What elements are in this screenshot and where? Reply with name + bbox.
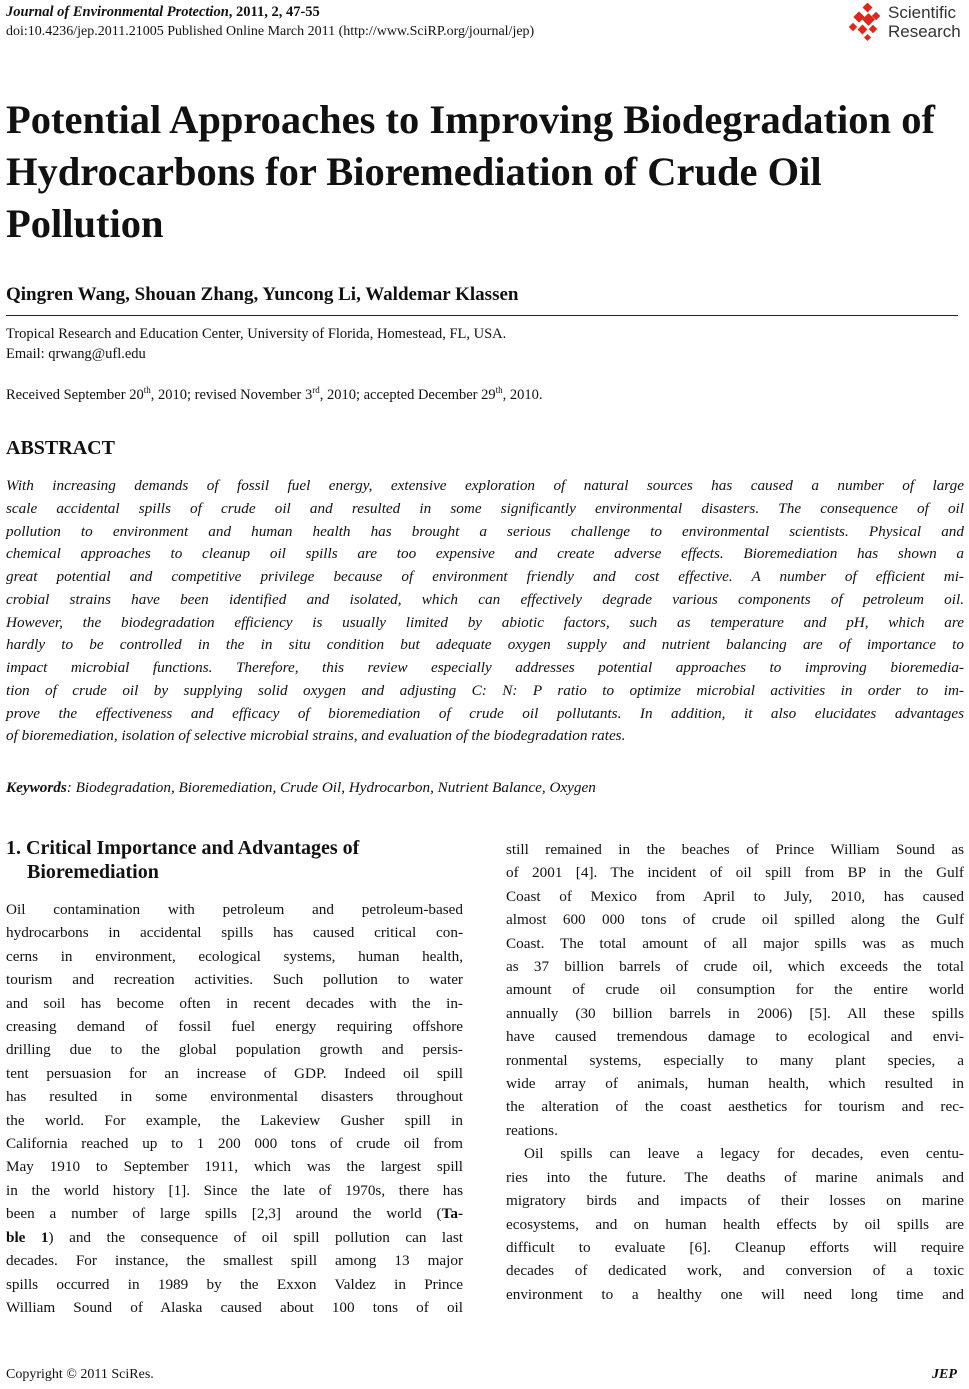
body-line: annually (30 billion barrels in 2006) [5]. All these spills (506, 1004, 964, 1022)
body-line: cerns in environment, ecological systems, human health, (6, 947, 463, 965)
abstract-line: great potential and competitive privilege because of environment friendly and cost effective. A number of efficient mi- (6, 568, 964, 585)
body-line: Coast. The total amount of all major spills was as much (506, 934, 964, 952)
logo-text (888, 3, 961, 41)
body-line: almost 600 000 tons of crude oil spilled along the Gulf (506, 911, 964, 929)
abstract-line: hardly to be controlled in the in situ condition but adequate oxygen supply and nutrient balancing are of importance to (6, 636, 964, 654)
body-line: wide array of animals, human health, which resulted in (506, 1075, 964, 1093)
logo-mark-icon (846, 3, 886, 45)
keywords (6, 778, 596, 798)
paper-title: Potential Approaches to Improving Biodegradation of Hydrocarbons for Bioremediation of Crude Oil Pollution (6, 97, 935, 246)
revised-suffix: rd (312, 385, 320, 395)
section-heading-line-1: 1. Critical Importance and Advantages of (6, 837, 360, 859)
body-line: as 37 billion barrels of crude oil, which exceeds the total (506, 958, 964, 976)
footer-journal-abbr: JEP (932, 1367, 957, 1382)
body-line: spills occurred in 1989 by the Exxon Valdez in Prince (6, 1275, 463, 1293)
abstract-line: pollution to environment and human health has brought a serious challenge to environmental scientists. Physical and (6, 522, 964, 540)
body-line: tourism and recreation activities. Such pollution to water (6, 971, 463, 989)
body-line: reations. (506, 1121, 558, 1139)
body-line: Oil contamination with petroleum and petroleum-based (6, 901, 463, 918)
keywords-label: Keywords (6, 779, 67, 796)
body-line: tent persuasion for an increase of GDP. Indeed oil spill (6, 1064, 463, 1082)
body-line: of 2001 [4]. The incident of oil spill from BP in the Gulf (506, 864, 964, 882)
author-list: Qingren Wang, Shouan Zhang, Yuncong Li, Waldemar Klassen (6, 284, 519, 305)
author-email[interactable]: Email: qrwang@ufl.edu (6, 346, 146, 362)
body-line: amount of crude oil consumption for the entire world (506, 981, 964, 999)
table-1-link[interactable]: Ta- (441, 1205, 463, 1223)
abstract-line: However, the biodegradation efficiency is usually limited by abiotic factors, such as temperature and pH, which are (6, 613, 964, 631)
body-line: still remained in the beaches of Prince William Sound as (506, 841, 964, 858)
doi-line: doi:10.4236/jep.2011.21005 Published Online March 2011 (http://www.SciRP.org/journal/jep) (6, 24, 535, 39)
body-text: ) and the consequence of oil spill pollution can last (48, 1228, 463, 1246)
body-line: the alteration of the coast aesthetics for tourism and rec- (506, 1098, 964, 1116)
footer-copyright: Copyright © 2011 SciRes. (6, 1367, 154, 1382)
body-line: ries into the future. The deaths of marine animals and (506, 1168, 964, 1186)
section-heading-line-2: Bioremediation (27, 861, 159, 883)
body-line: difficult to evaluate [6]. Cleanup efforts will require (506, 1238, 964, 1256)
abstract-body (6, 475, 964, 748)
body-line: ronmental systems, especially to many plant species, a (506, 1051, 964, 1069)
body-line: California reached up to 1 200 000 tons of crude oil from (6, 1135, 463, 1153)
body-column-left (6, 898, 463, 1319)
received-dates (6, 385, 543, 405)
body-line: ecosystems, and on human health effects by oil spills are (506, 1215, 964, 1233)
body-line: drilling due to the global population growth and persis- (6, 1041, 463, 1059)
received-suffix: th (143, 385, 151, 395)
table-1-link-cont[interactable]: ble 1 (6, 1228, 49, 1246)
abstract-line: crobial strains have been identified and isolated, which can effectively degrade various components of petroleum oil. (6, 590, 964, 608)
journal-citation (6, 3, 320, 22)
abstract-line: scale accidental spills of crude oil and resulted in some significantly environmental disasters. The consequence of oil (6, 499, 964, 517)
body-line: and soil has become often in recent decades with the in- (6, 994, 463, 1012)
logo-line-1: Scientific (888, 3, 957, 22)
abstract-line: With increasing demands of fossil fuel energy, extensive exploration of natural sources has caused a number of large (6, 477, 964, 494)
body-line: May 1910 to September 1911, which was the largest spill (6, 1158, 463, 1176)
publisher-logo (846, 3, 968, 45)
body-text: been a number of large spills [2,3] around the world ( (6, 1205, 442, 1223)
body-line: William Sound of Alaska caused about 100 tons of oil (6, 1298, 463, 1316)
abstract-heading: ABSTRACT (6, 437, 115, 459)
body-line: creasing demand of fossil fuel energy requiring offshore (6, 1018, 463, 1036)
body-column-right (506, 838, 964, 1306)
body-line: decades. For instance, the smallest spill among 13 major (6, 1252, 463, 1270)
body-line (6, 1226, 463, 1249)
body-line: hydrocarbons in accidental spills has caused critical con- (6, 924, 463, 942)
accepted-text: , 2010; accepted December 29 (319, 387, 496, 403)
body-line: in the world history [1]. Since the late of 1970s, there has (6, 1181, 463, 1199)
abstract-line: prove the effectiveness and efficacy of bioremediation of crude oil pollutants. In addition, it also elucidates advantages (6, 704, 964, 722)
received-text: Received September 20 (6, 387, 144, 403)
body-line (6, 1202, 463, 1225)
affiliation: Tropical Research and Education Center, University of Florida, Homestead, FL, USA. (6, 326, 507, 342)
body-line: decades of dedicated work, and conversion of a toxic (506, 1262, 964, 1280)
abstract-line: of bioremediation, isolation of selective microbial strains, and evaluation of the biodegradation rates. (6, 727, 626, 745)
body-line: have caused tremendous damage to ecological and envi- (506, 1028, 964, 1046)
journal-volume: , 2011, 2, 47-55 (228, 4, 320, 20)
body-line: Coast of Mexico from April to July, 2010, has caused (506, 887, 964, 905)
accepted-year: , 2010. (502, 387, 543, 403)
body-line: has resulted in some environmental disasters throughout (6, 1088, 463, 1106)
body-line: environment to a healthy one will need long time and (506, 1285, 964, 1303)
section-heading (6, 836, 462, 884)
header-divider (6, 315, 958, 316)
keywords-list: : Biodegradation, Bioremediation, Crude Oil, Hydrocarbon, Nutrient Balance, Oxygen (66, 779, 596, 796)
body-line: migratory birds and impacts of their losses on marine (506, 1192, 964, 1210)
revised-text: , 2010; revised November 3 (150, 387, 313, 403)
body-line: the world. For example, the Lakeview Gusher spill in (6, 1111, 463, 1129)
logo-line-2: Research (888, 22, 961, 41)
journal-name: Journal of Environmental Protection (6, 4, 229, 20)
abstract-line: impact microbial functions. Therefore, this review especially addresses potential approaches to improving bioremedia- (6, 659, 964, 676)
abstract-line: chemical approaches to cleanup oil spills are too expensive and create adverse effects. Bioremediation has shown a (6, 545, 964, 563)
abstract-line: tion of crude oil by supplying solid oxygen and adjusting C: N: P ratio to optimize microbial activities in order to im- (6, 681, 964, 699)
body-line: Oil spills can leave a legacy for decades, even centu- (524, 1145, 964, 1163)
accepted-suffix: th (495, 385, 503, 395)
